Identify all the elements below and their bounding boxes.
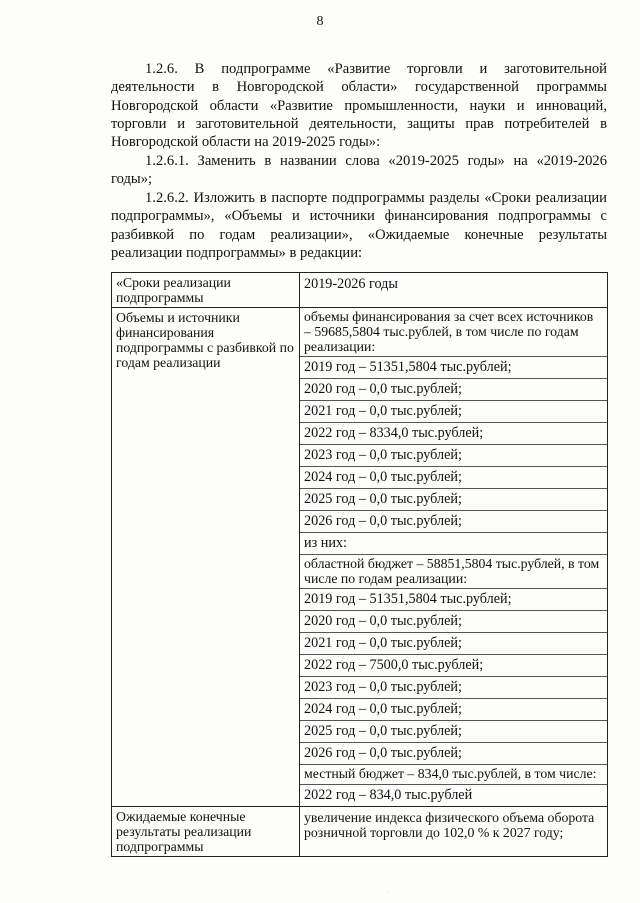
financing-line: 2020 год – 0,0 тыс.рублей; bbox=[300, 379, 607, 401]
scan-dot: . bbox=[388, 888, 390, 894]
financing-label: Объемы и источники финансирования подпрограммы с разбивкой по годам реализации bbox=[112, 308, 300, 807]
financing-lines-list bbox=[304, 308, 603, 806]
financing-line: из них: bbox=[300, 533, 607, 555]
paragraph-1-2-6-2: 1.2.6.2. Изложить в паспорте подпрограммы разделы «Сроки реализации подпрограммы», «Объемы и источники финансирования подпрограммы с разбивкой по годам реализации», «Ожидаемые конечные результаты реализации подпрограммы» в редакции: bbox=[111, 190, 607, 261]
financing-line: 2023 год – 0,0 тыс.рублей; bbox=[300, 445, 607, 467]
results-value: увеличение индекса физического объема оборота розничной торговли до 102,0 % к 2027 году; bbox=[300, 807, 608, 857]
financing-line: 2026 год – 0,0 тыс.рублей; bbox=[300, 511, 607, 533]
table-row-terms bbox=[112, 273, 608, 308]
paragraph-1-2-6-1: 1.2.6.1. Заменить в названии слова «2019-2025 годы» на «2019-2026 годы»; bbox=[111, 153, 607, 188]
financing-line: 2023 год – 0,0 тыс.рублей; bbox=[300, 677, 607, 699]
page-number: 8 bbox=[316, 14, 324, 29]
financing-line: 2021 год – 0,0 тыс.рублей; bbox=[300, 633, 607, 655]
financing-line: 2019 год – 51351,5804 тыс.рублей; bbox=[300, 589, 607, 611]
terms-label: «Сроки реализации подпрограммы bbox=[112, 273, 300, 308]
results-label: Ожидаемые конечные результаты реализации подпрограммы bbox=[112, 807, 300, 857]
table-row-results bbox=[112, 807, 608, 857]
financing-line: 2019 год – 51351,5804 тыс.рублей; bbox=[300, 357, 607, 379]
financing-line: 2022 год – 834,0 тыс.рублей bbox=[304, 787, 473, 803]
financing-line: 2026 год – 0,0 тыс.рублей; bbox=[300, 743, 607, 765]
financing-line: 2020 год – 0,0 тыс.рублей; bbox=[300, 611, 607, 633]
terms-value: 2019-2026 годы bbox=[300, 273, 608, 308]
financing-line: областной бюджет – 58851,5804 тыс.рублей, в том числе по годам реализации: bbox=[300, 555, 607, 589]
paragraph-1-2-6: 1.2.6. В подпрограмме «Развитие торговли и заготовительной деятельности в Новгородской области» государственной программы Новгородской области «Развитие промышленности, науки и инноваций, торговли и заготовительной деятельности, защиты прав потребителей в Новгородской области на 2019-2025 годы»: bbox=[111, 61, 607, 151]
financing-line: 2022 год – 8334,0 тыс.рублей; bbox=[300, 423, 607, 445]
financing-line: 2024 год – 0,0 тыс.рублей; bbox=[300, 699, 607, 721]
financing-line: 2025 год – 0,0 тыс.рублей; bbox=[300, 489, 607, 511]
table-row-financing bbox=[112, 308, 608, 807]
financing-line: 2021 год – 0,0 тыс.рублей; bbox=[300, 401, 607, 423]
financing-values bbox=[300, 308, 608, 807]
financing-line: 2025 год – 0,0 тыс.рублей; bbox=[300, 721, 607, 743]
financing-line: 2022 год – 7500,0 тыс.рублей; bbox=[300, 655, 607, 677]
passport-table bbox=[111, 272, 608, 857]
financing-line: 2024 год – 0,0 тыс.рублей; bbox=[300, 467, 607, 489]
financing-line: объемы финансирования за счет всех источников – 59685,5804 тыс.рублей, в том числе по годам реализации: bbox=[300, 308, 607, 357]
financing-line: местный бюджет – 834,0 тыс.рублей, в том числе: bbox=[300, 765, 607, 785]
